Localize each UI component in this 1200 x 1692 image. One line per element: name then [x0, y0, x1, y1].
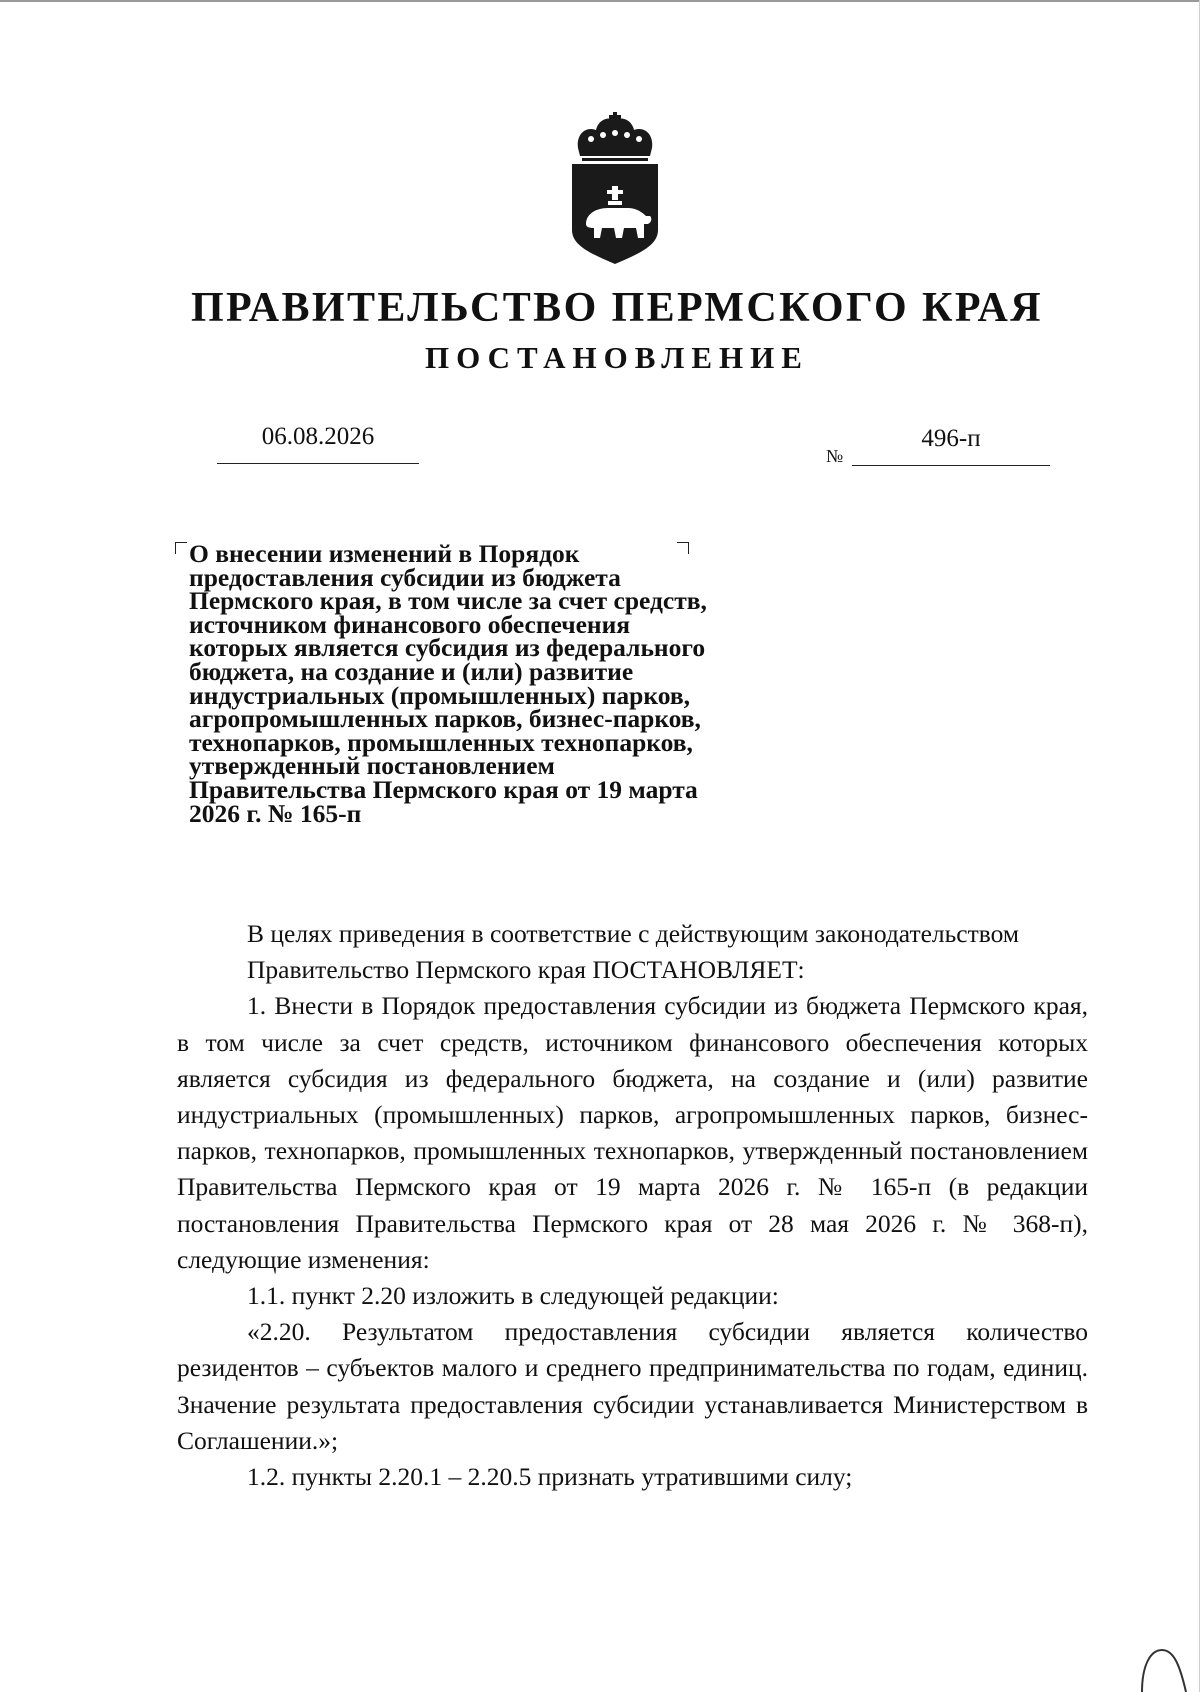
number-sign: № — [826, 446, 844, 466]
subject-line: утвержденный постановлением — [189, 751, 555, 781]
subject-line: Пермского края, в том числе за счет средств, — [189, 586, 707, 616]
preamble-paragraph: В целях приведения в соответствие с действующим законодательством — [247, 919, 1020, 948]
item-1-2-paragraph: 1.2. пункты 2.20.1 – 2.20.5 признать утратившими силу; — [247, 1462, 853, 1492]
document-body — [177, 916, 1088, 1495]
scan-edge-top — [0, 0, 1200, 2]
subject-line: агропромышленных парков, бизнес-парков, — [189, 704, 701, 734]
subject-line: которых является субсидия из федерального — [189, 633, 706, 663]
subject-corner-mark-left — [175, 542, 187, 554]
document-type: ПОСТАНОВЛЕНИЕ — [425, 340, 809, 375]
date-underline — [217, 463, 419, 464]
subject-line: предоставления субсидии из бюджета — [189, 562, 621, 592]
resolution-paragraph: Правительство Пермского края ПОСТАНОВЛЯЕТ: — [247, 955, 805, 985]
number-underline — [852, 465, 1050, 466]
item-1-1-quoted-text: «2.20. Результатом предоставления субсидии является количество резидентов – субъектов малого и среднего предпринимательства по годам, единиц. Значение результата предоставления субсидии устанавливается Министерством в Соглашении.»; — [177, 1317, 1088, 1455]
item-1-1-paragraph: 1.1. пункт 2.20 изложить в следующей редакции: — [247, 1281, 779, 1311]
subject-line: источником финансового обеспечения — [189, 609, 631, 639]
item-1-paragraph: 1. Внести в Порядок предоставления субсидии из бюджета Пермского края, в том числе за счет средств, источником финансового обеспечения которых является субсидия из федерального бюджета, на создание и (или) развитие индустриальных (промышленных) парков, агропромышленных парков, бизнес-парков, технопарков, промышленных технопарков, утвержденный постановлением Правительства Пермского края от 19 марта 2026 г. № 165-п (в редакции постановления Правительства Пермского края от 28 мая 2026 г. № 368-п), следующие изменения: — [177, 991, 1088, 1274]
subject-line: индустриальных (промышленных) парков, — [189, 680, 690, 710]
subject-line: бюджета, на создание и (или) развитие — [189, 656, 634, 686]
subject-line: 2026 г. № 165-п — [189, 798, 362, 828]
subject-line: О внесении изменений в Порядок — [189, 539, 580, 568]
subject-line: Правительства Пермского края от 19 марта — [189, 774, 698, 804]
document-date: 06.08.2026 — [261, 423, 375, 450]
organization-title: ПРАВИТЕЛЬСТВО ПЕРМСКОГО КРАЯ — [190, 285, 1043, 331]
document-number: 496-п — [921, 425, 981, 452]
page-curl-icon — [1140, 1646, 1200, 1692]
subject-line: технопарков, промышленных технопарков, — [189, 727, 693, 757]
document-subject — [189, 539, 789, 828]
perm-krai-coat-of-arms-icon — [566, 112, 664, 264]
